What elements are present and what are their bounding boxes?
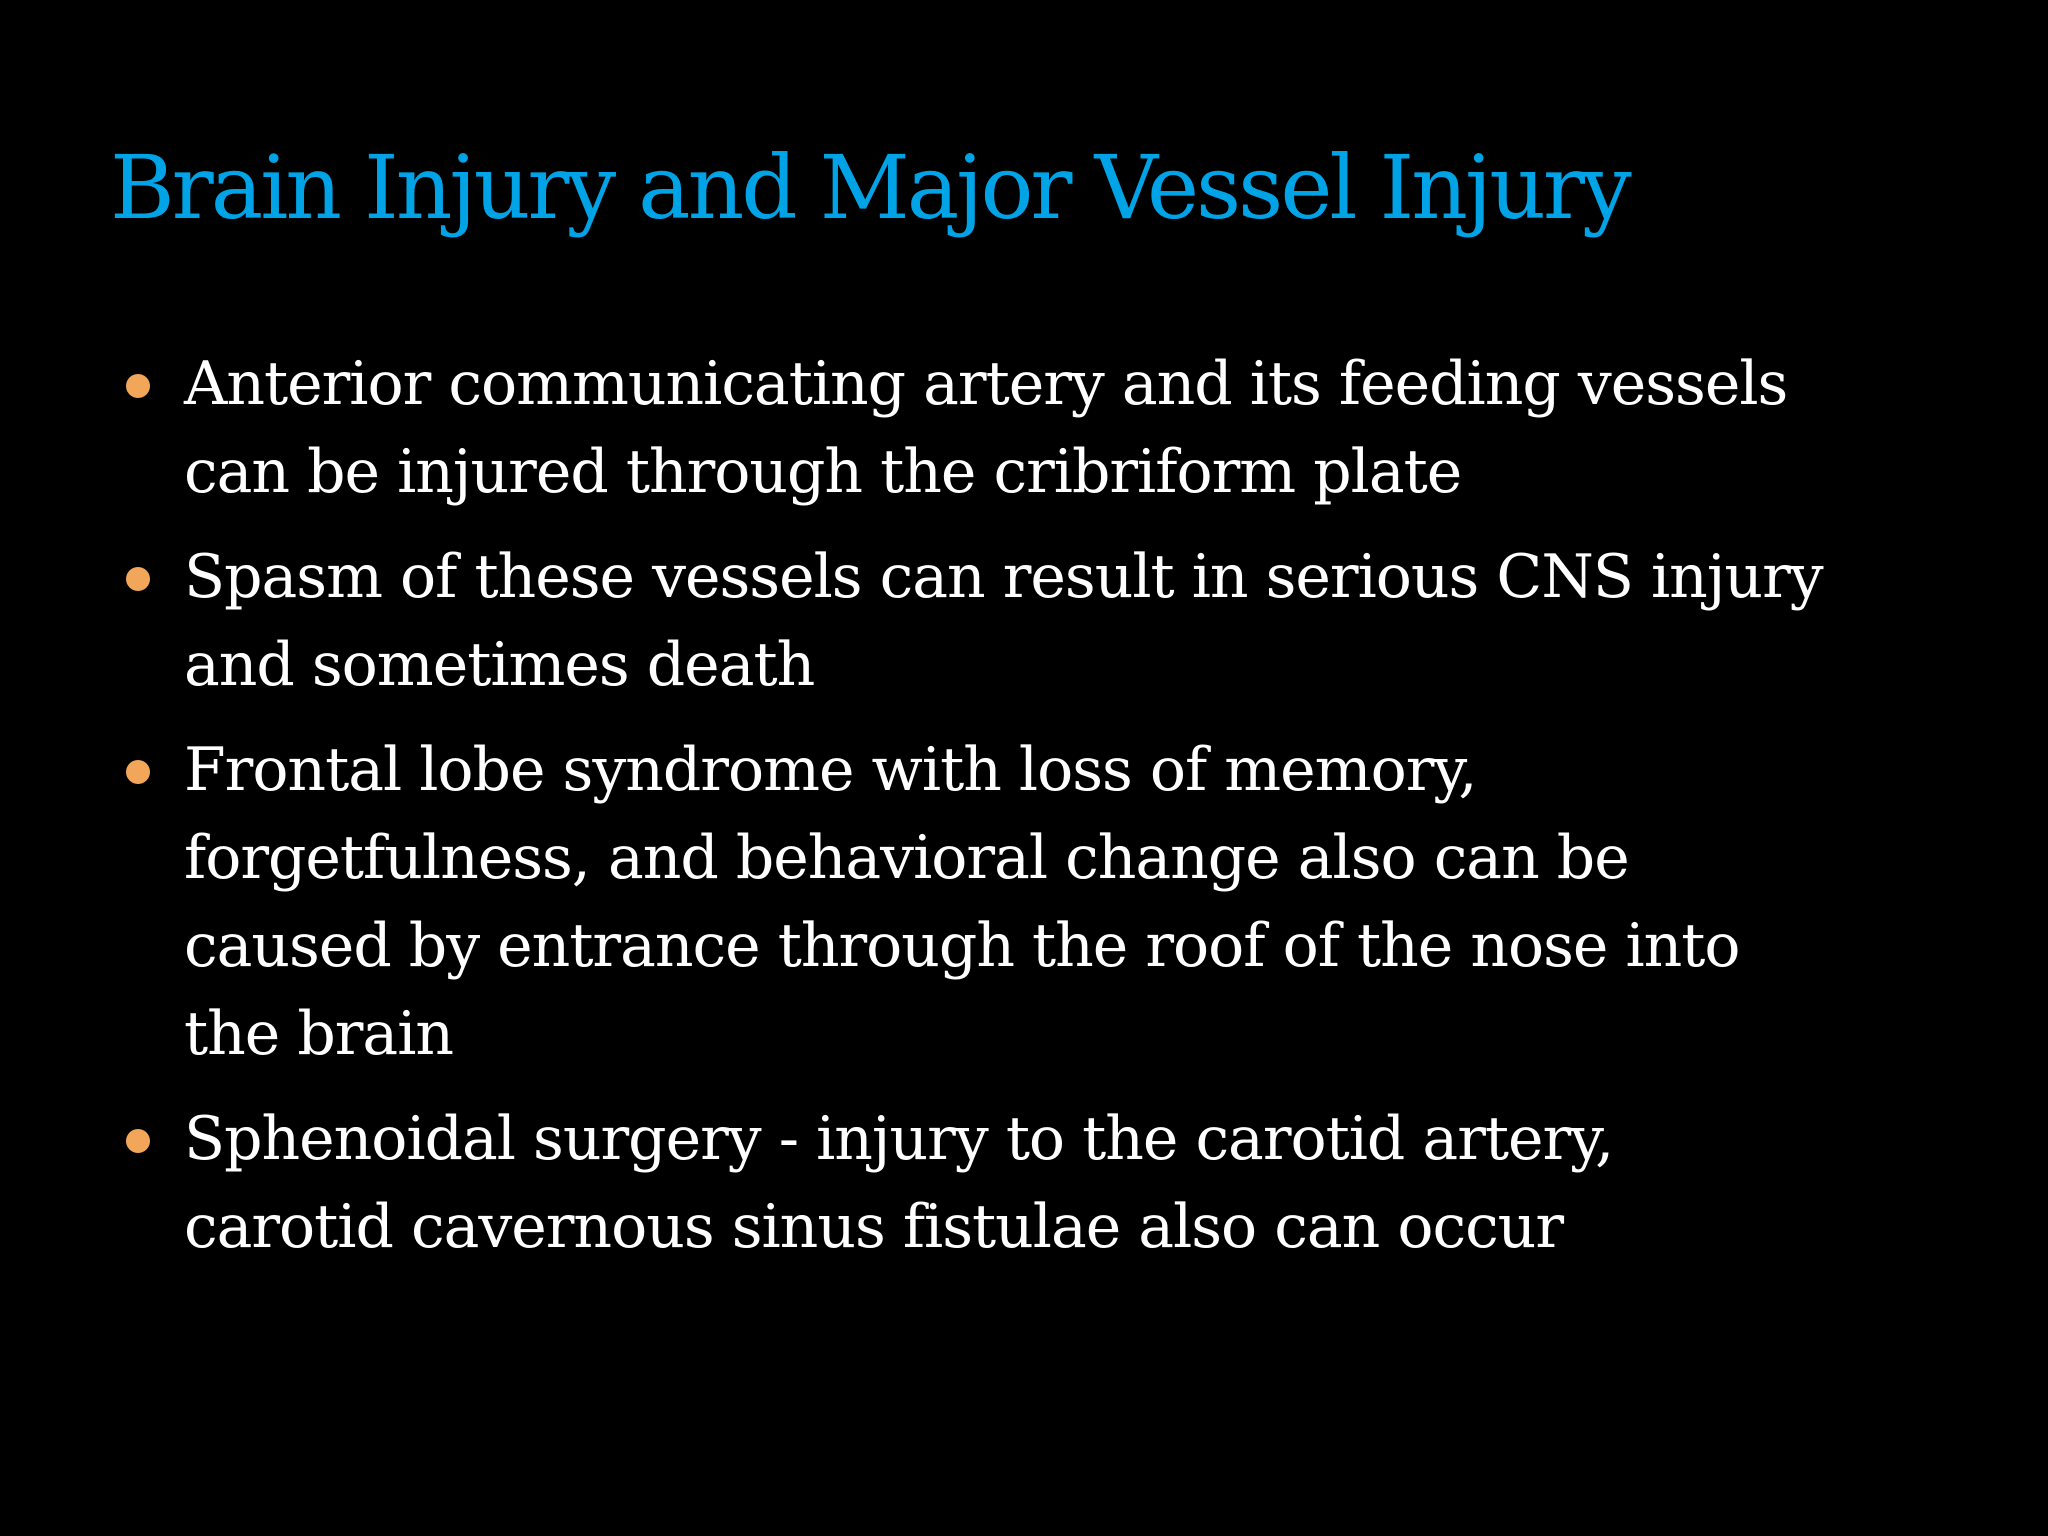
- bullet-line: caused by entrance through the roof of the nose into: [184, 911, 1740, 981]
- bullet-item: [126, 726, 1926, 1078]
- bullet-line: can be injured through the cribriform plate: [184, 437, 1462, 507]
- bullet-line: Spasm of these vessels can result in serious CNS injury: [184, 542, 1823, 612]
- bullet-dot-icon: [126, 567, 150, 591]
- bullet-dot-icon: [126, 1129, 150, 1153]
- bullet-line: carotid cavernous sinus fistulae also can occur: [184, 1192, 1563, 1262]
- bullet-dot-icon: [126, 374, 150, 398]
- slide-title: Brain Injury and Major Vessel Injury: [110, 136, 1629, 239]
- bullet-line: forgetfulness, and behavioral change also can be: [184, 823, 1629, 893]
- bullet-line: Anterior communicating artery and its feeding vessels: [184, 349, 1788, 419]
- bullet-line: Frontal lobe syndrome with loss of memory,: [184, 735, 1477, 805]
- bullet-item: [126, 340, 1926, 516]
- bullet-line: and sometimes death: [184, 630, 815, 700]
- bullet-item: [126, 533, 1926, 709]
- bullet-item: [126, 1095, 1926, 1271]
- bullet-list: [126, 340, 1926, 1288]
- bullet-dot-icon: [126, 760, 150, 784]
- bullet-line: Sphenoidal surgery - injury to the carotid artery,: [184, 1104, 1614, 1174]
- bullet-line: the brain: [184, 999, 454, 1069]
